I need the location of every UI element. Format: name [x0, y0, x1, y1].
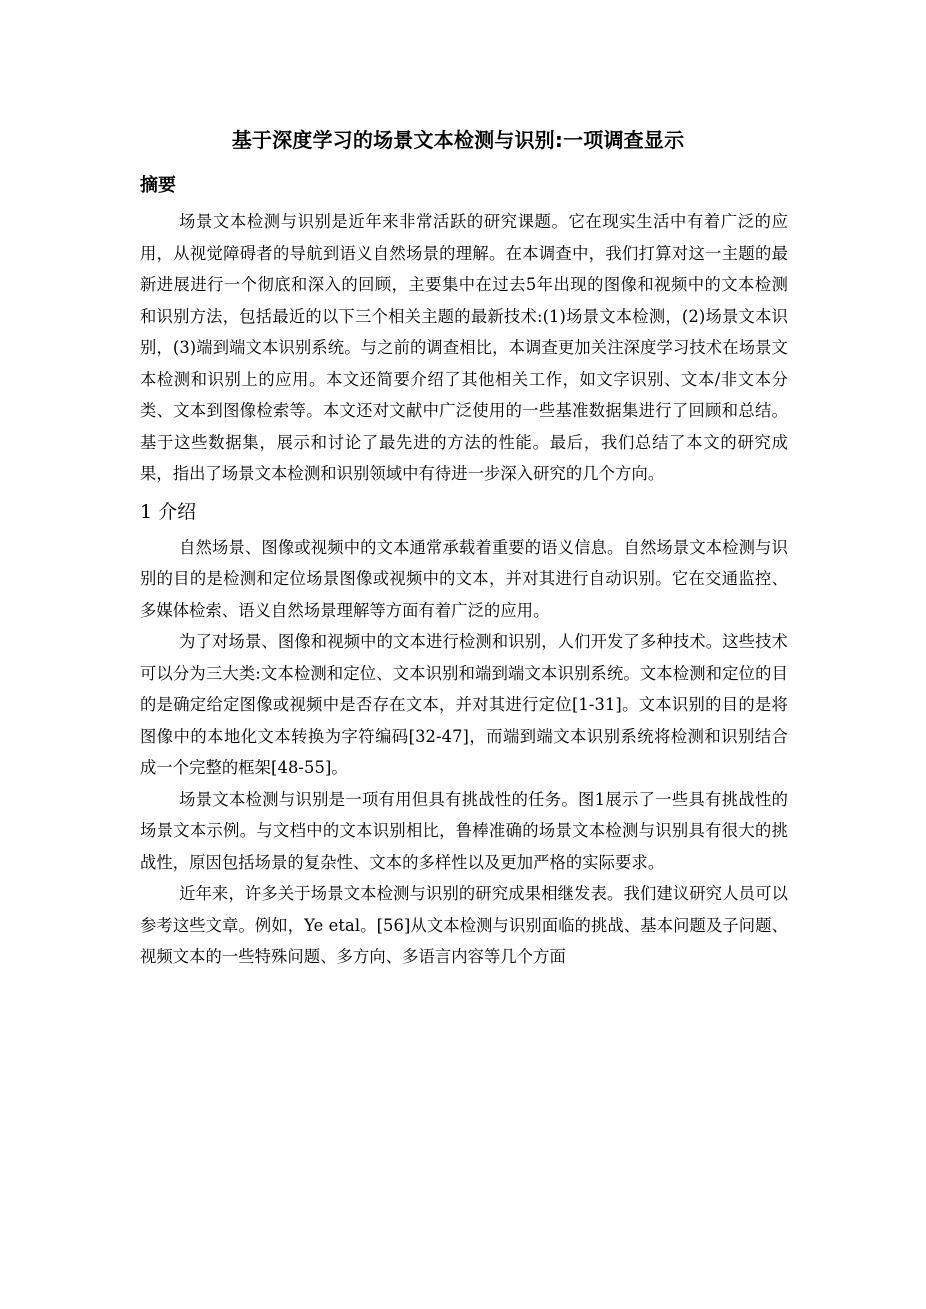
paper-title: 基于深度学习的场景文本检测与识别:一项调查显示: [231, 128, 685, 152]
abstract-paragraph: 场景文本检测与识别是近年来非常活跃的研究课题。它在现实生活中有着广泛的应用，从视觉障碍者的导航到语义自然场景的理解。在本调查中，我们打算对这一主题的最新进展进行一个彻底和深入的回顾，主要集中在过去5年出现的图像和视频中的文本检测和识别方法，包括最近的以下三个相关主题的最新技术:(1)场景文本检测，(2)场景文本识别，(3)端到端文本识别系统。与之前的调查相比，本调查更加关注深度学习技术在场景文本检测和识别上的应用。本文还简要介绍了其他相关工作，如文字识别、文本/非文本分类、文本到图像检索等。本文还对文献中广泛使用的一些基准数据集进行了回顾和总结。基于这些数据集，展示和讨论了最先进的方法的性能。最后，我们总结了本文的研究成果，指出了场景文本检测和识别领域中有待进一步深入研究的几个方向。: [140, 212, 788, 483]
intro-paragraph-3: 场景文本检测与识别是一项有用但具有挑战性的任务。图1展示了一些具有挑战性的场景文本示例。与文档中的文本识别相比，鲁棒准确的场景文本检测与识别具有很大的挑战性，原因包括场景的复杂性、文本的多样性以及更加严格的实际要求。: [140, 789, 788, 872]
intro-paragraph-1: 自然场景、图像或视频中的文本通常承载着重要的语义信息。自然场景文本检测与识别的目的是检测和定位场景图像或视频中的文本，并对其进行自动识别。它在交通监控、多媒体检索、语义自然场景理解等方面有着广泛的应用。: [140, 537, 788, 620]
intro-paragraph-2: 为了对场景、图像和视频中的文本进行检测和识别，人们开发了多种技术。这些技术可以分为三大类:文本检测和定位、文本识别和端到端文本识别系统。文本检测和定位的目的是确定给定图像或视频中是否存在文本，并对其进行定位[1-31]。文本识别的目的是将图像中的本地化文本转换为字符编码[32-47]，而端到端文本识别系统将检测和识别结合成一个完整的框架[48-55]。: [140, 632, 788, 777]
intro-paragraph-4: 近年来，许多关于场景文本检测与识别的研究成果相继发表。我们建议研究人员可以参考这些文章。例如，Ye etal。[56]从文本检测与识别面临的挑战、基本问题及子问题、视频文本的一些特殊问题、多方向、多语言内容等几个方面: [140, 884, 788, 966]
abstract-heading: 摘要: [140, 175, 176, 196]
document-page: [140, 120, 788, 973]
introduction-heading: 1 介绍: [140, 500, 197, 523]
